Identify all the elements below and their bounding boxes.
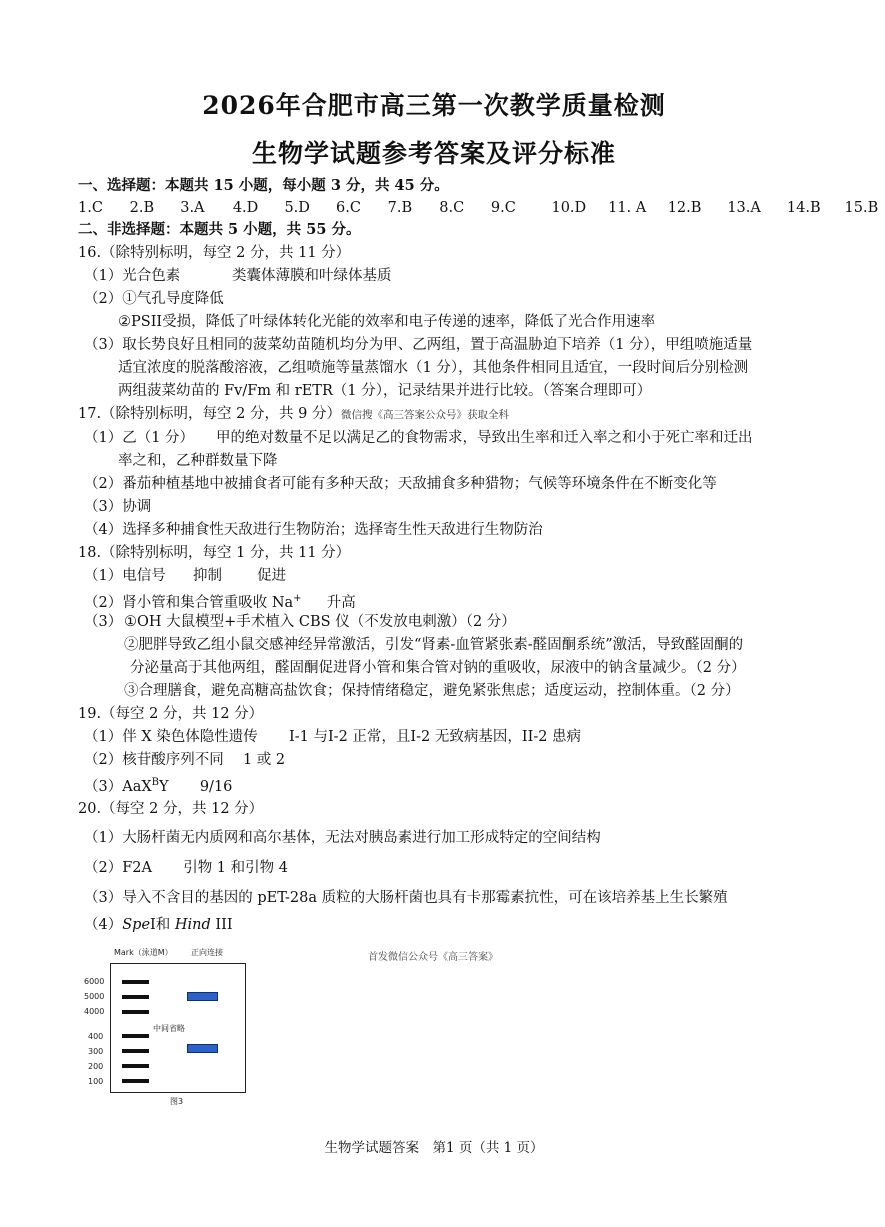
gel-tick: 200 [88, 1062, 104, 1071]
mc-answer: 14.B [786, 200, 821, 216]
q20-answer-4c: I和 [150, 917, 175, 933]
marker-band-200 [122, 1064, 149, 1068]
q17-answer-1b: 甲的绝对数量不足以满足乙的食物需求，导致出生率和迁入率之和小于死亡率和迁出 [216, 430, 753, 446]
gel-tick: 300 [88, 1047, 104, 1056]
q16-answer-2: （2）①气孔导度降低 [84, 291, 224, 307]
q17-answer-1: （1）乙（1 分） [84, 430, 195, 446]
q19-answer-2 [84, 749, 285, 771]
q17-answer-3: （3）协调 [84, 499, 152, 515]
gel-tick: 100 [88, 1077, 104, 1086]
figure-caption: 图3 [170, 1097, 184, 1106]
q18-heading: 18.（除特别标明，每空 1 分，共 11 分） [78, 545, 351, 561]
exam-title: 2026年合肥市高三第一次教学质量检测 [202, 91, 666, 120]
mc-answer: 11. A [608, 200, 647, 216]
q18-answer-3-label: （3） [84, 614, 123, 630]
q19-answer-3 [84, 772, 232, 798]
q18-answer-1 [84, 565, 286, 587]
q18-answer-2b: 升高 [326, 594, 356, 611]
q20-answer-3: （3）导入不含目的基因的 pET-28a 质粒的大肠杆菌也具有卡那霉素抗性，可在该培养基上生长繁殖 [84, 890, 728, 906]
q18-answer-1c: 促进 [257, 568, 287, 584]
mc-answer: 13.A [727, 200, 761, 216]
q19-answer-3a: （3）AaX [84, 778, 152, 795]
q19-answer-1 [84, 726, 581, 748]
gel-tick: 5000 [84, 992, 105, 1001]
q19-answer-1b: I-1 与I-2 正常，且I-2 无致病基因，II-2 患病 [288, 729, 582, 745]
mc-answer: 9.C [490, 200, 516, 216]
q18-answer-2 [84, 588, 356, 614]
gel-lane-forward-label: 正向连接 [191, 948, 223, 957]
mc-answer: 2.B [129, 200, 155, 216]
gel-omitted-label: 中间省略 [153, 1024, 185, 1033]
q20-answer-2a: （2）F2A [84, 860, 152, 876]
gel-tick: 400 [88, 1032, 104, 1041]
q20-answer-2 [84, 857, 288, 879]
gel-tick: 4000 [84, 1007, 105, 1016]
marker-band-6000 [122, 980, 149, 984]
q19-answer-2a: （2）核苷酸序列不同 [84, 752, 224, 768]
marker-band-300 [122, 1049, 149, 1053]
q16-answer-3-line3: 两组菠菜幼苗的 Fv/Fm 和 rETR（1 分），记录结果并进行比较。（答案合理即可） [118, 383, 652, 399]
enzyme-hind: Hind [174, 917, 211, 933]
q20-heading: 20.（每空 2 分，共 12 分） [78, 801, 264, 817]
q17-answer-2: （2）番茄种植基地中被捕食者可能有多种天敌；天敌捕食多种猎物；气候等环境条件在不断变化等 [84, 476, 717, 492]
q18-answer-3-part2b: 分泌量高于其他两组，醛固酮促进肾小管和集合管对钠的重吸收，尿液中的钠含量减少。（2 分） [130, 660, 746, 676]
q18-answer-3-part2: ②肥胖导致乙组小鼠交感神经异常激活，引发“肾素-血管紧张素-醛固酮系统”激活，导致醛固酮的 [124, 637, 744, 653]
forward-band-5000 [187, 992, 218, 1001]
q20-answer-1: （1）大肠杆菌无内质网和高尔基体，无法对胰岛素进行加工形成特定的空间结构 [84, 830, 601, 846]
mc-answers-row [78, 197, 885, 219]
q18-superscript: + [293, 593, 302, 604]
mc-answer: 15.B [844, 200, 879, 216]
section2-heading: 二、非选择题：本题共 5 小题，共 55 分。 [78, 221, 361, 238]
marker-band-400 [122, 1034, 149, 1038]
q16-answer-1b: 类囊体薄膜和叶绿体基质 [232, 268, 392, 284]
mc-answer: 7.B [387, 200, 413, 216]
gel-lane-mark-label: Mark（泳道M） [114, 948, 173, 957]
watermark-note: 微信搜《高三答案公众号》获取全科 [340, 409, 509, 421]
marker-band-4000 [122, 1010, 149, 1014]
mc-answer: 6.C [336, 200, 361, 216]
mc-answer: 10.D [551, 200, 587, 216]
q16-answer-3-line2: 适宜浓度的脱落酸溶液，乙组喷施等量蒸馏水（1 分），其他条件相同且适宜，一段时间后分别检测 [118, 360, 749, 376]
mc-answer: 3.A [180, 200, 205, 216]
q17-answer-1c: 率之和，乙种群数量下降 [118, 453, 278, 469]
mc-answer: 4.D [232, 200, 259, 216]
gel-tick: 6000 [84, 977, 105, 986]
q19-answer-2b: 1 或 2 [242, 752, 286, 768]
page-footer: 生物学试题答案 第1 页（共 1 页） [324, 1140, 544, 1156]
q19-superscript: B [151, 777, 160, 788]
q19-answer-1a: （1）伴 X 染色体隐性遗传 [84, 729, 258, 745]
q17-heading [78, 403, 509, 426]
q17-answer-4: （4）选择多种捕食性天敌进行生物防治；选择寄生性天敌进行生物防治 [84, 522, 543, 538]
q18-answer-3-part3: ③合理膳食，避免高糖高盐饮食；保持情绪稳定，避免紧张焦虑；适度运动，控制体重。（2 分） [124, 683, 740, 699]
q18-answer-3-part1: ①OH 大鼠模型+手术植入 CBS 仪（不发放电刺激）（2 分） [124, 614, 516, 630]
q18-answer-1a: （1）电信号 [84, 568, 166, 584]
mc-answer: 5.D [284, 200, 310, 216]
section1-heading: 一、选择题：本题共 15 小题，每小题 3 分，共 45 分。 [78, 177, 449, 194]
enzyme-spe: Spe [122, 917, 151, 933]
q16-answer-2b: ②PSII受损，降低了叶绿体转化光能的效率和电子传递的速率，降低了光合作用速率 [118, 314, 656, 330]
q20-answer-2b: 引物 1 和引物 4 [183, 860, 288, 876]
exam-subtitle: 生物学试题参考答案及评分标准 [251, 139, 616, 168]
q20-answer-4a: （4） [84, 917, 123, 933]
q19-answer-3b: Y [159, 778, 169, 795]
q19-answer-3c: 9/16 [199, 778, 233, 795]
q16-answer-1: （1）光合色素 [84, 268, 181, 284]
mc-answer: 1.C [78, 200, 103, 216]
marker-band-5000 [122, 995, 149, 999]
mc-answer: 8.C [439, 200, 465, 216]
q20-answer-4e: III [210, 917, 233, 933]
q20-answer-4 [84, 914, 233, 936]
q17-heading-text: 17.（除特别标明，每空 2 分，共 9 分） [78, 406, 341, 422]
q18-answer-2a: （2）肾小管和集合管重吸收 Na [84, 594, 294, 611]
marker-band-100 [122, 1079, 149, 1083]
forward-band-300 [187, 1044, 218, 1053]
q16-answer-3-line1: （3）取长势良好且相同的菠菜幼苗随机均分为甲、乙两组，置于高温胁迫下培养（1 分），甲组喷施适量 [84, 337, 753, 353]
mc-answer: 12.B [667, 200, 702, 216]
q16-heading: 16.（除特别标明，每空 2 分，共 11 分） [78, 245, 351, 261]
q19-heading: 19.（每空 2 分，共 12 分） [78, 706, 264, 722]
q18-answer-1b: 抑制 [192, 568, 222, 584]
watermark-note-2: 首发微信公众号《高三答案》 [368, 952, 498, 963]
